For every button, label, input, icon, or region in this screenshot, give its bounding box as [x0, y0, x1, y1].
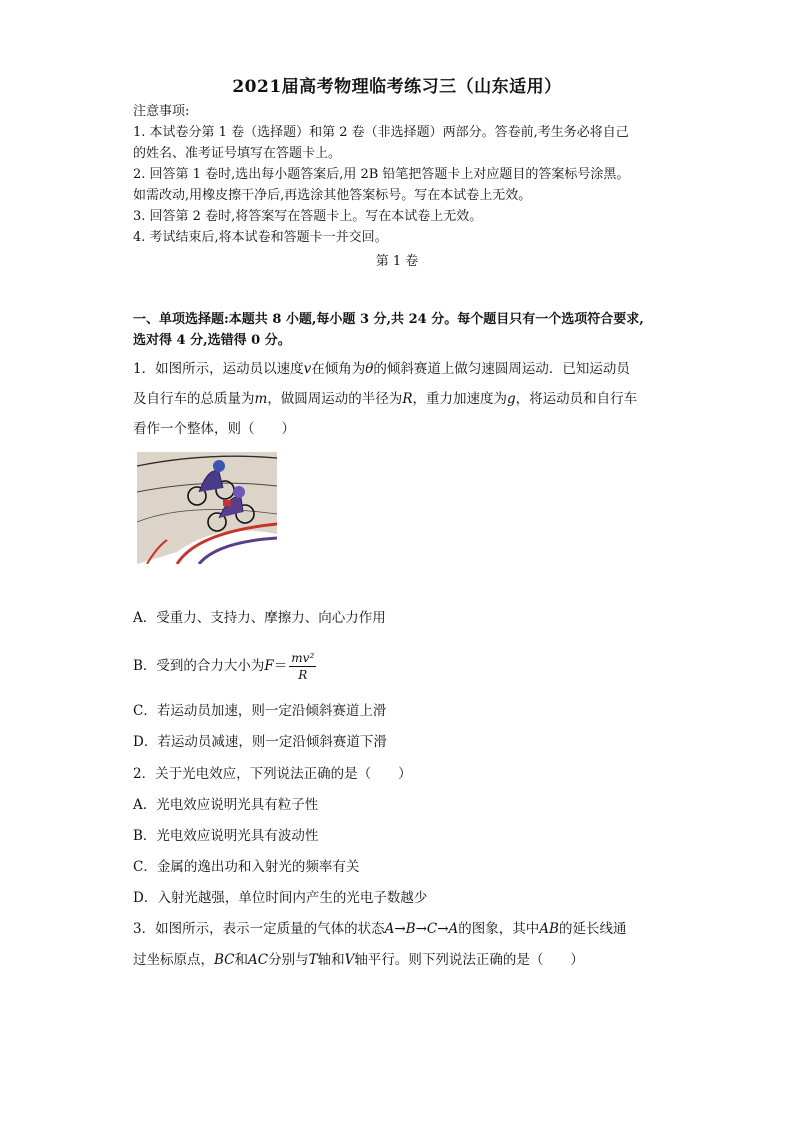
q2-option-a: A．光电效应说明光具有粒子性 [133, 797, 319, 813]
q1-stem-line-3: 看作一个整体，则（ ） [133, 421, 295, 437]
q2-option-d: D．入射光越强，单位时间内产生的光电子数越少 [133, 890, 428, 906]
section-heading-line-2: 选对得 4 分,选错得 0 分。 [133, 333, 291, 348]
volume-label: 第 1 卷 [375, 254, 419, 269]
q1-option-b: B．受到的合力大小为F＝ $\frac{\text{mv²}}{R}$ [133, 651, 315, 682]
note-line-1: 1. 本试卷分第 1 卷（选择题）和第 2 卷（非选择题）两部分。答卷前,考生务必将自己 [133, 125, 629, 140]
q3-stem-line-1: 3．如图所示，表示一定质量的气体的状态A→B→C→A的图象，其中AB的延长线通 [133, 921, 627, 937]
q1-option-d: D．若运动员减速，则一定沿倾斜赛道下滑 [133, 734, 387, 750]
q1-option-a: A．受重力、支持力、摩擦力、向心力作用 [133, 610, 386, 626]
notes-heading: 注意事项: [133, 104, 190, 119]
cyclists-photo [137, 452, 277, 564]
note-line-6: 4. 考试结束后,将本试卷和答题卡一并交回。 [133, 230, 388, 245]
q1-option-c: C．若运动员加速，则一定沿倾斜赛道上滑 [133, 703, 387, 719]
fraction-mv2-over-r: $\frac{\text{mv²}}{R}$ [291, 651, 315, 682]
note-line-5: 3. 回答第 2 卷时,将答案写在答题卡上。写在本试卷上无效。 [133, 209, 483, 224]
q2-option-b: B．光电效应说明光具有波动性 [133, 828, 319, 844]
note-line-4: 如需改动,用橡皮擦干净后,再选涂其他答案标号。写在本试卷上无效。 [133, 188, 532, 203]
q1-stem-line-2: 及自行车的总质量为m，做圆周运动的半径为R，重力加速度为g，将运动员和自行车 [133, 391, 638, 407]
q3-stem-line-2: 过坐标原点，BC和AC分别与T轴和V轴平行。则下列说法正确的是（ ） [133, 952, 584, 968]
q2-option-c: C．金属的逸出功和入射光的频率有关 [133, 859, 360, 875]
q2-stem: 2．关于光电效应，下列说法正确的是（ ） [133, 766, 412, 782]
note-line-2: 的姓名、准考证号填写在答题卡上。 [133, 146, 342, 161]
note-line-3: 2. 回答第 1 卷时,选出每小题答案后,用 2B 铅笔把答题卡上对应题目的答案标号涂黑。 [133, 167, 630, 182]
section-heading-line-1: 一、单项选择题:本题共 8 小题,每小题 3 分,共 24 分。每个题目只有一个选项符合要求, [133, 312, 644, 327]
q1-stem-line-1: 1．如图所示，运动员以速度v在倾角为θ的倾斜赛道上做匀速圆周运动．已知运动员 [133, 361, 630, 377]
page-title: 2021届高考物理临考练习三（山东适用） [232, 77, 562, 97]
